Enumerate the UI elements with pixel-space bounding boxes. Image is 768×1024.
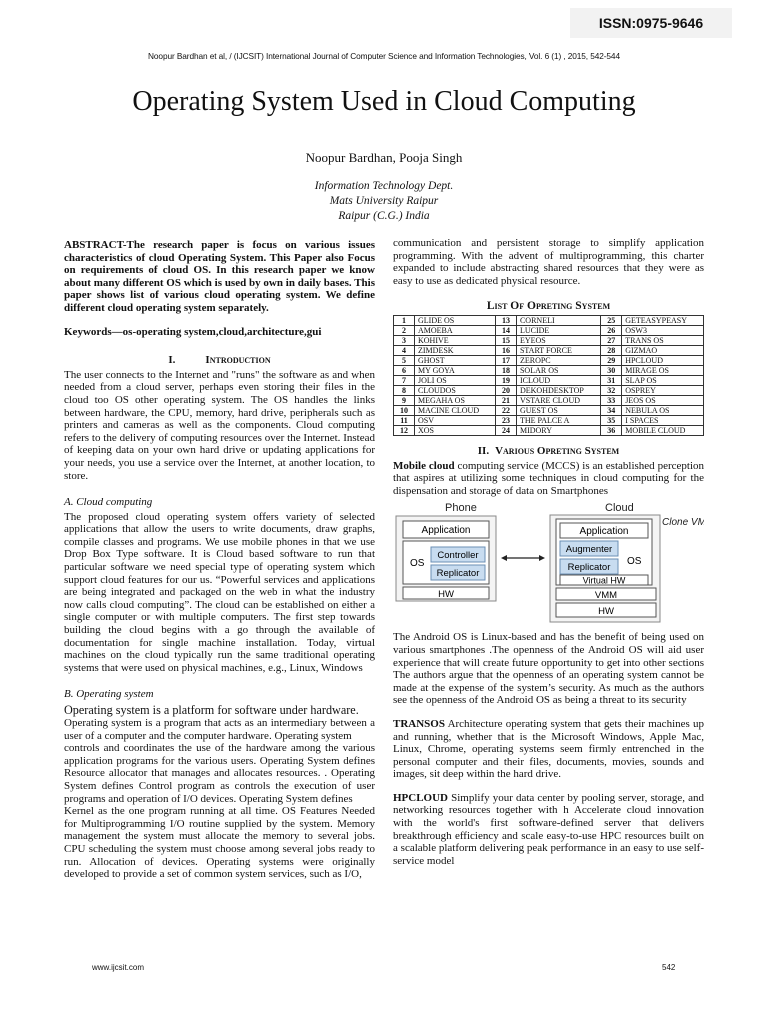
table-cell-number: 28 [601,345,622,355]
table-cell-os-name: AMOEBA [415,325,496,335]
hpcloud-paragraph [393,792,704,868]
table-row [394,405,704,415]
table-cell-number: 25 [601,315,622,325]
table-cell-os-name: ZIMDESK [415,345,496,355]
table-cell-number: 20 [495,385,516,395]
table-cell-number: 11 [394,415,415,425]
footer-url: www.ijcsit.com [92,963,145,972]
table-cell-number: 14 [495,325,516,335]
left-column [64,239,375,881]
section-title: Various Opreting System [495,444,620,457]
table-cell-os-name: ZEROPC [516,355,600,365]
table-cell-number: 7 [394,375,415,385]
table-row [394,355,704,365]
table-cell-number: 6 [394,365,415,375]
table-cell-os-name: GETEASYPEASY [622,315,704,325]
table-cell-number: 32 [601,385,622,395]
table-cell-number: 35 [601,415,622,425]
table-cell-os-name: GUEST OS [516,405,600,415]
cloud-computing-paragraph: The proposed cloud operating system offers variety of selected applications that allow the users to write documents, draw graphs, compile classes and programs. We use mobile phones in that we use Drop Box Type software. It is Cloud based software to run that particular software we need special type of operating system which support cloud features for our us. “Powerful services and applications are being integrated and packaged on the web in what the industry now calls cloud computing”. The cloud can be established on either a single computer or with multiple computers. The first step towards building the cloud begins with a go through the available of documentation for single machine installation. Today, virtual machines on the cloud typically run the same traditional operating systems that were used on physical machines, e.g., Linux, Windows [64,510,375,674]
right-column [393,237,704,867]
os-paragraph-2: controls and coordinates the use of the hardware among the various application programs for the various users. Operating System defines Resource allocator that manages and allocates resources. . Operating System defines Control program as controls the execution of user programs and operation of I/O devices. Operating System defines [64,742,375,805]
os-list-table [393,315,704,436]
cloud-app-label: Application [579,526,629,538]
table-cell-os-name: KOHIVE [415,335,496,345]
table-cell-number: 36 [601,425,622,435]
table-cell-os-name: TRANS OS [622,335,704,345]
table-cell-os-name: XOS [415,425,496,435]
table-cell-os-name: OSPREY [622,385,704,395]
phone-app-label: Application [421,525,471,537]
table-cell-os-name: START FORCE [516,345,600,355]
arrow-left-head-icon [501,555,507,561]
phone-os-label: OS [410,558,425,570]
table-cell-number: 9 [394,395,415,405]
augmenter-label: Augmenter [565,544,613,556]
table-cell-number: 2 [394,325,415,335]
section-number: II. [477,444,490,457]
table-cell-os-name: ICLOUD [516,375,600,385]
affiliation-city: Raipur (C.G.) India [338,210,430,222]
virtual-hw-label: Virtual HW [582,575,626,586]
table-cell-number: 33 [601,395,622,405]
table-cell-os-name: GIZMAO [622,345,704,355]
keywords: Keywords—os-operating system,cloud,architecture,gui [64,325,322,338]
table-cell-number: 8 [394,385,415,395]
table-row [394,345,704,355]
table-cell-number: 3 [394,335,415,345]
controller-label: Controller [437,550,479,562]
table-row [394,395,704,405]
hpcloud-label: HPCLOUD [393,791,448,804]
table-cell-number: 12 [394,425,415,435]
os-intro-paragraph: Operating system is a platform for software under hardware. [64,703,359,717]
table-cell-os-name: DEKOHDESKTOP [516,385,600,395]
issn-badge: ISSN:0975-9646 [570,8,732,38]
table-row [394,415,704,425]
section-heading-various-os [393,445,704,458]
section-number: I. [168,354,176,367]
table-cell-number: 22 [495,405,516,415]
table-cell-number: 19 [495,375,516,385]
table-cell-os-name: I SPACES [622,415,704,425]
mobile-cloud-diagram-svg [393,501,704,623]
table-row [394,315,704,325]
table-cell-number: 18 [495,365,516,375]
table-cell-os-name: NEBULA OS [622,405,704,415]
affiliation [0,179,768,224]
page-number: 542 [662,963,676,972]
table-cell-number: 4 [394,345,415,355]
paper-authors: Noopur Bardhan, Pooja Singh [305,150,463,165]
table-cell-number: 29 [601,355,622,365]
transos-paragraph [393,718,704,781]
os-list-table-body [394,315,704,435]
table-cell-os-name: JEOS OS [622,395,704,405]
table-cell-number: 34 [601,405,622,415]
table-row [394,325,704,335]
phone-label: Phone [445,502,477,515]
transos-text: Architecture operating system that gets their machines up and running, whether that is the Microsoft Windows, Apple Mac, Linux, Chrome, operating systems seem firmly entrenched in the personal computer and their files, documents, movies, sounds and images, sit deep within the hard drive. [393,717,704,781]
hpcloud-text: Simplify your data center by pooling server, storage, and networking resources together with h Accelerate cloud innovation with the world's first software-defined server that delivers breakthrough efficiency and scale easy-to-use HPC resources built on a scalable platform delivering peak performance in an easy to use self-service model [393,791,704,867]
table-row [394,365,704,375]
table-row [394,375,704,385]
section-title: Introduction [205,354,271,367]
table-cell-number: 23 [495,415,516,425]
table-cell-number: 31 [601,375,622,385]
mobile-cloud-diagram [393,501,704,623]
table-cell-os-name: VSTARE CLOUD [516,395,600,405]
table-cell-number: 26 [601,325,622,335]
table-cell-os-name: GLIDE OS [415,315,496,325]
paper-title: Operating System Used in Cloud Computing [132,86,636,117]
abstract: ABSTRACT-The research paper is focus on various issues characteristics of cloud Operating System. This Paper also Focus on requirements of cloud OS. In this research paper we know about many different OS which is used by own in daily bases. This paper shows list of various cloud operating system. We define different cloud operating system separately. [64,239,375,314]
table-row [394,385,704,395]
table-cell-number: 1 [394,315,415,325]
cloud-replicator-label: Replicator [567,562,611,574]
table-cell-os-name: HPCLOUD [622,355,704,365]
table-row [394,335,704,345]
os-paragraph-3: Kernel as the one program running at all time. OS Features Needed for Multiprogramming I/O routine supplied by the system. Memory management the system must allocate the memory to several jobs. CPU scheduling the system must choose among several jobs ready to run. Allocation of devices. Operating systems were originally developed to provide a set of common system services, such as I/O, [64,805,375,881]
table-row [394,425,704,435]
table-cell-os-name: MY GOYA [415,365,496,375]
os-paragraph-1: Operating system is a program that acts as an intermediary between a user of a computer and the computer hardware. Operating system [64,717,375,742]
table-cell-os-name: EYEOS [516,335,600,345]
table-cell-number: 24 [495,425,516,435]
arrow-right-head-icon [539,555,545,561]
table-cell-number: 13 [495,315,516,325]
cloud-os-label: OS [627,556,642,568]
mobile-cloud-paragraph [393,460,704,498]
affiliation-univ: Mats University Raipur [329,195,439,207]
table-cell-number: 17 [495,355,516,365]
table-cell-os-name: SLAP OS [622,375,704,385]
subsection-operating-system: B. Operating system [64,688,154,701]
mobile-cloud-text: computing service (MCCS) is an established perception that aspires at utilizing some techniques in cloud computing for the dispensation and storage of data on Smartphones [393,459,704,497]
table-cell-number: 21 [495,395,516,405]
table-cell-number: 16 [495,345,516,355]
vmm-label: VMM [594,590,618,602]
cloud-label: Cloud [605,502,634,515]
table-cell-os-name: MIRAGE OS [622,365,704,375]
table-cell-os-name: MIDORY [516,425,600,435]
section-heading-introduction [64,354,375,367]
subsection-cloud-computing: A. Cloud computing [64,496,153,509]
table-cell-os-name: SOLAR OS [516,365,600,375]
mobile-cloud-label: Mobile cloud [393,459,455,472]
clone-vm-label: Clone VM [662,517,704,529]
table-cell-os-name: CLOUDOS [415,385,496,395]
table-cell-os-name: MEGAHA OS [415,395,496,405]
table-cell-os-name: OSV [415,415,496,425]
running-head: Noopur Bardhan et al, / (IJCSIT) International Journal of Computer Science and Information Technologies, Vol. 6 (1) , 2015, 542-544 [148,51,620,61]
table-cell-os-name: LUCIDE [516,325,600,335]
table-cell-os-name: MACINE CLOUD [415,405,496,415]
android-paragraph: The Android OS is Linux-based and has the benefit of being used on various smartphones .The openness of the Android OS will aid user experience that will create future opportunity to get into other sections The authors argue that the openness of an operating system cannot be made at the expense of the system’s security. As much as the authors see the openness of the Android OS as being a threat to its security [393,631,704,707]
table-cell-number: 27 [601,335,622,345]
table-cell-number: 5 [394,355,415,365]
table-cell-number: 15 [495,335,516,345]
table-cell-os-name: MOBILE CLOUD [622,425,704,435]
table-cell-os-name: THE PALCE A [516,415,600,425]
replicator-label: Replicator [436,568,480,580]
phone-hw-label: HW [438,589,454,601]
transos-label: TRANSOS [393,717,445,730]
right-intro-paragraph: communication and persistent storage to simplify application programming. With the advent of multiprogramming, this charter expanded to include abstracting shared resources that they were as easy to use as dedicated physical resource. [393,237,704,287]
table-cell-os-name: OSW3 [622,325,704,335]
table-title: List Of Opreting System [486,300,611,313]
table-cell-os-name: GHOST [415,355,496,365]
intro-paragraph: The user connects to the Internet and "runs" the software as and when needed from a cloud server, perhaps even storing their files in the cloud too OS other operating system. The OS handles the links between hardware, the CPU, memory, hard drive, peripherals such as printers and cameras as well as the components. Cloud computing refers to the delivery of computing resources over the Internet. Instead of keeping data on your own hard drive or updating applications for your needs, you use a service over the Internet, at another location, to store. [64,368,375,482]
table-cell-number: 30 [601,365,622,375]
table-cell-os-name: CORNELI [516,315,600,325]
affiliation-dept: Information Technology Dept. [314,180,454,192]
table-cell-os-name: JOLI OS [415,375,496,385]
cloud-hw-label: HW [598,606,614,618]
table-cell-number: 10 [394,405,415,415]
